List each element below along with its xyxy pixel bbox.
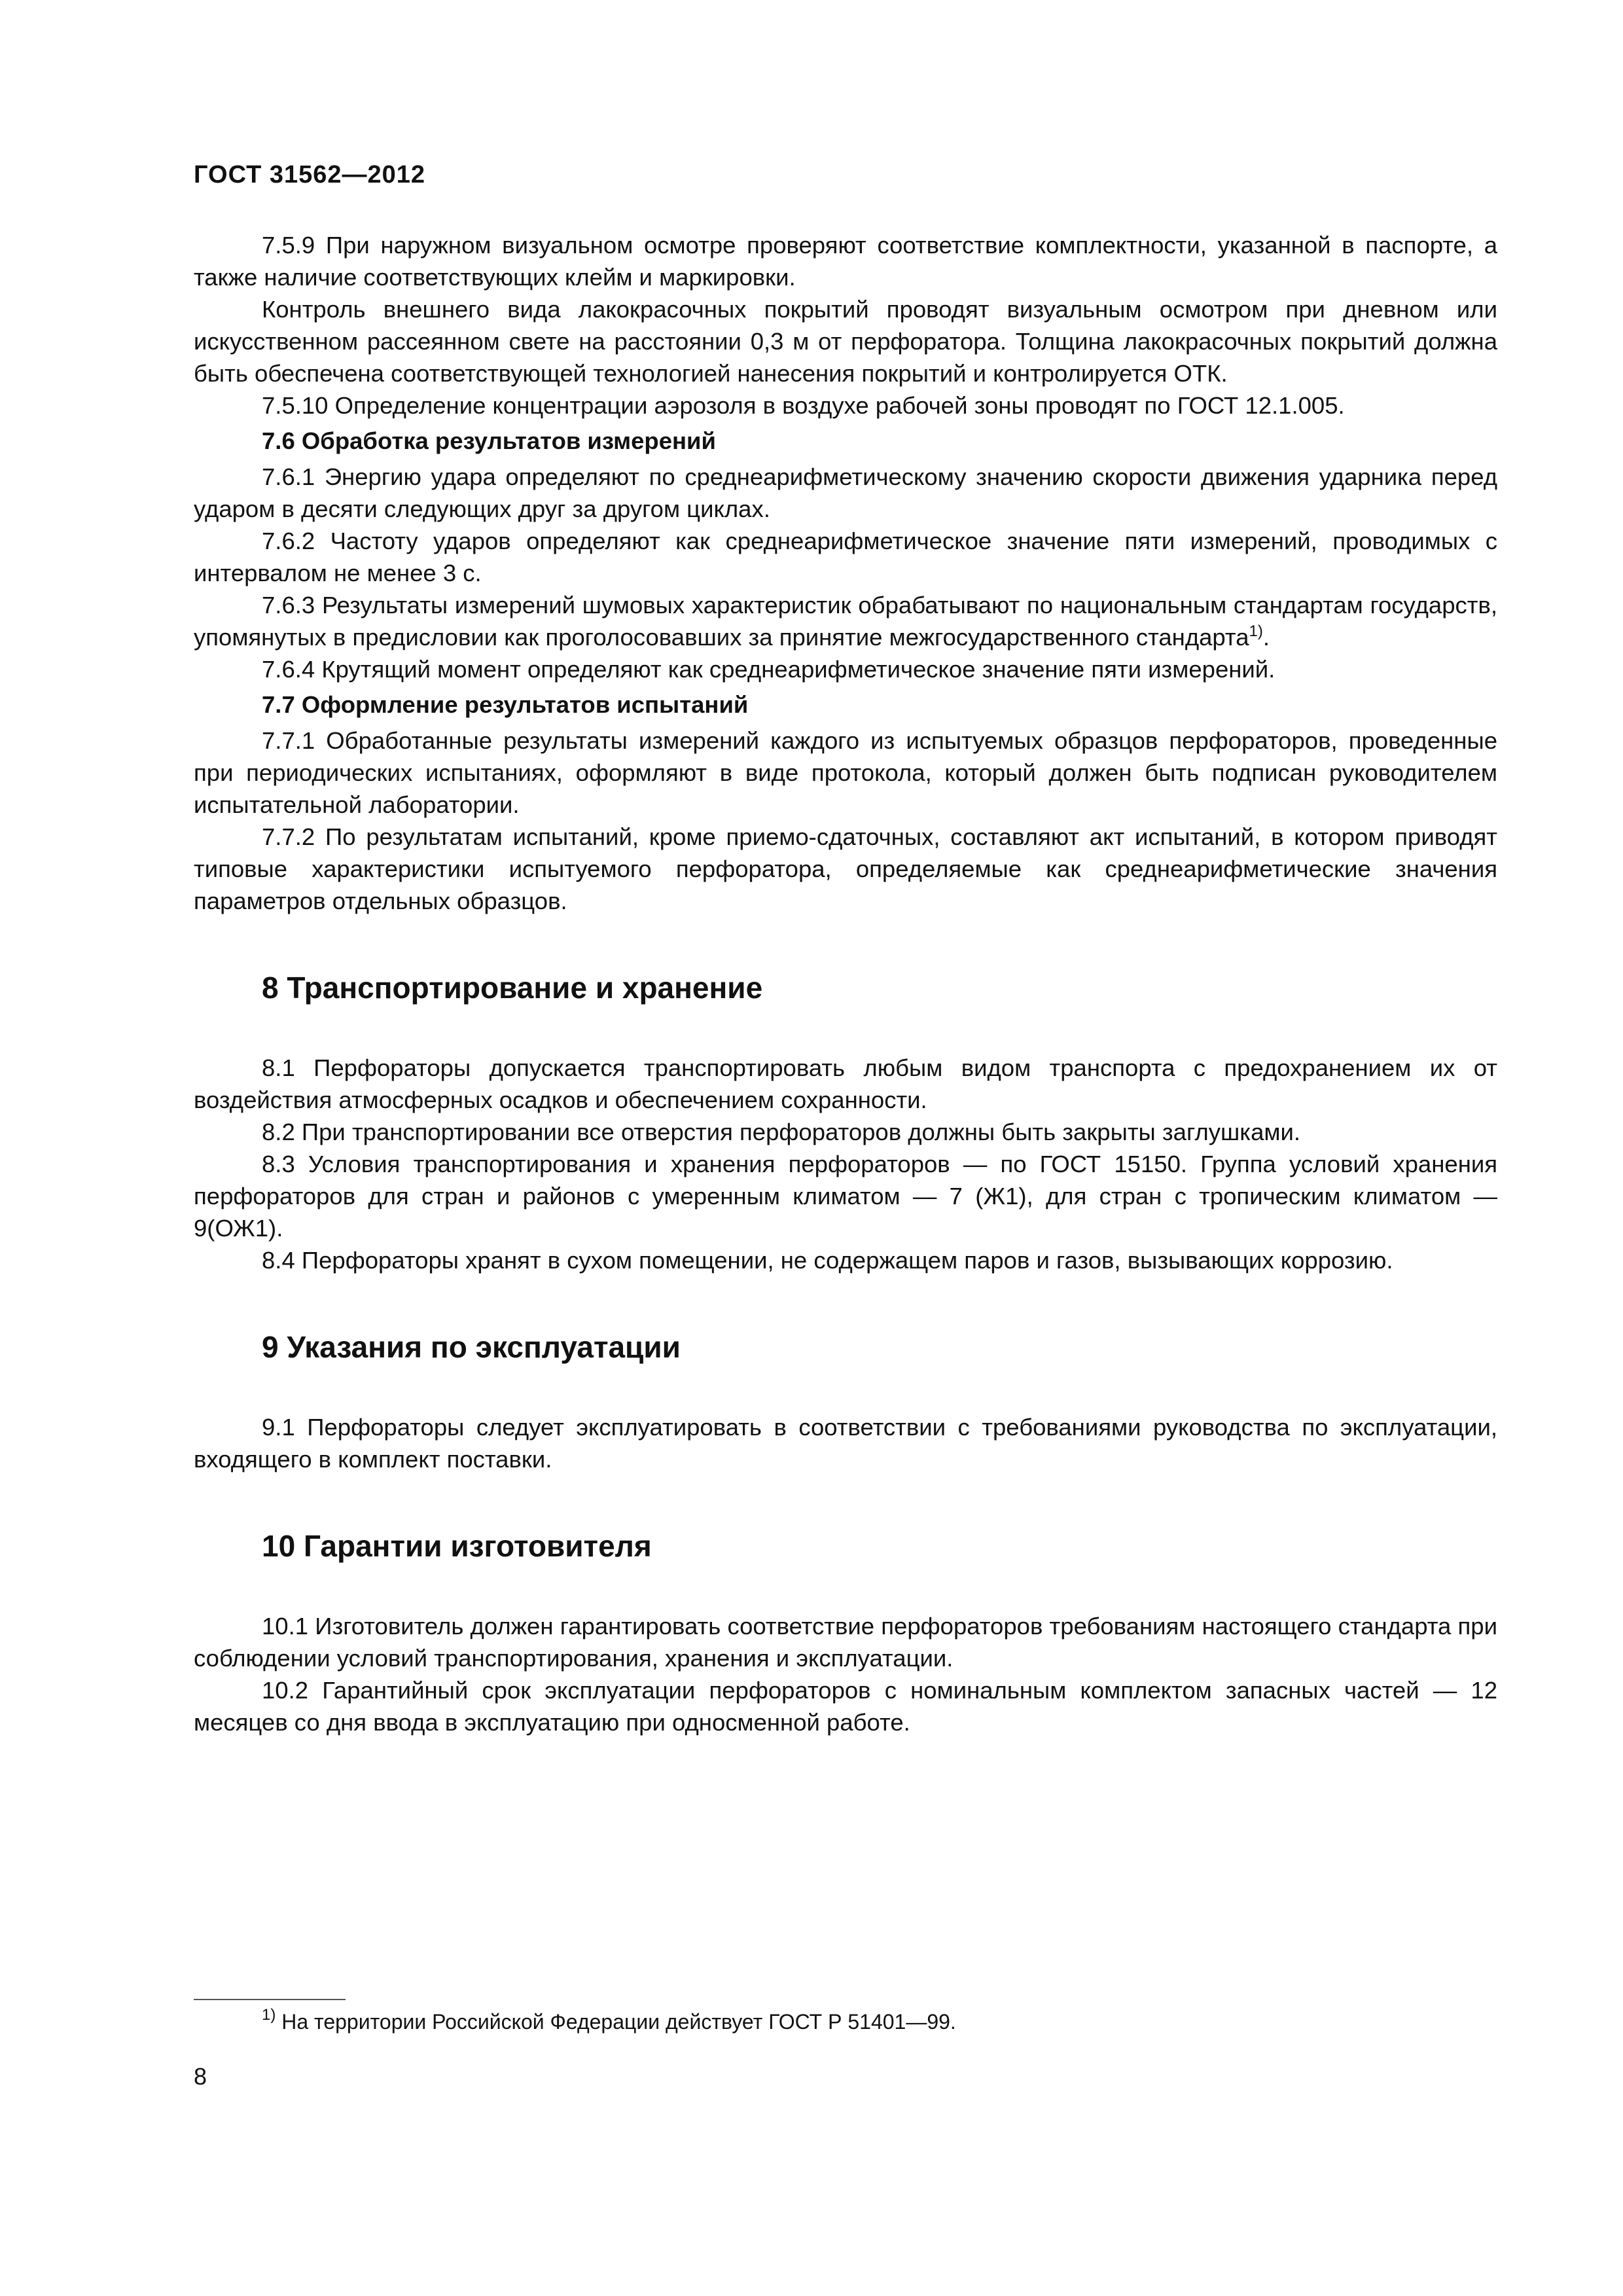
paragraph-10-2: 10.2 Гарантийный срок эксплуатации перфораторов с номинальным комплектом запасных частей — 12 месяцев со дня ввода в эксплуатацию при односменной работе.	[194, 1677, 1497, 1736]
section-heading-9: 9 Указания по эксплуатации	[262, 1330, 681, 1364]
document-body	[194, 229, 1497, 1738]
paragraph-8-4: 8.4 Перфораторы хранят в сухом помещении, не содержащем паров и газов, вызывающих коррозию.	[262, 1247, 1393, 1274]
paragraph-9-1: 9.1 Перфораторы следует эксплуатировать в соответствии с требованиями руководства по эксплуатации, входящего в комплект поставки.	[194, 1414, 1497, 1473]
footnote-marker: 1)	[262, 2006, 276, 2024]
page-number: 8	[194, 2063, 207, 2090]
paragraph-7-6-4: 7.6.4 Крутящий момент определяют как среднеарифметическое значение пяти измерений.	[262, 656, 1275, 683]
paragraph-8-2: 8.2 При транспортировании все отверстия перфораторов должны быть закрыты заглушками.	[262, 1119, 1301, 1145]
paragraph-7-5-10: 7.5.10 Определение концентрации аэрозоля в воздухе рабочей зоны проводят по ГОСТ 12.1.005.	[262, 392, 1345, 419]
paragraph-7-5-9: 7.5.9 При наружном визуальном осмотре проверяют соответствие комплектности, указанной в паспорте, а также наличие соответствующих клейм и маркировки.	[194, 232, 1497, 291]
footnote-reference: 1)	[1249, 622, 1263, 640]
paragraph-7-6-1: 7.6.1 Энергию удара определяют по среднеарифметическому значению скорости движения ударника перед ударом в десяти следующих друг за другом циклах.	[194, 463, 1497, 522]
paragraph-7-6-3-text: 7.6.3 Результаты измерений шумовых характеристик обрабатывают по национальным стандартам государств, упомянутых в предисловии как проголосовавших за принятие межгосударственного стандарта	[194, 592, 1497, 651]
section-heading-10: 10 Гарантии изготовителя	[262, 1529, 652, 1563]
footnote	[262, 2008, 956, 2036]
section-heading-8: 8 Транспортирование и хранение	[262, 971, 763, 1005]
paragraph-8-1: 8.1 Перфораторы допускается транспортировать любым видом транспорта с предохранением их от воздействия атмосферных осадков и обеспечением сохранности.	[194, 1054, 1497, 1113]
paragraph-7-6-3-end: .	[1262, 624, 1270, 651]
paragraph-7-6-2: 7.6.2 Частоту ударов определяют как среднеарифметическое значение пяти измерений, проводимых с интервалом не менее 3 с.	[194, 528, 1497, 586]
paragraph-7-5-9-control: Контроль внешнего вида лакокрасочных покрытий проводят визуальным осмотром при дневном или искусственном рассеянном свете на расстоянии 0,3 м от перфоратора. Толщина лакокрасочных покрытий должна быть обеспечена соответствующей технологией нанесения покрытий и контролируется ОТК.	[194, 296, 1497, 387]
paragraph-7-6-3	[194, 589, 1497, 653]
footnote-text: На территории Российской Федерации действует ГОСТ Р 51401—99.	[281, 2010, 956, 2034]
paragraph-8-3: 8.3 Условия транспортирования и хранения перфораторов — по ГОСТ 15150. Группа условий хранения перфораторов для стран и районов с умеренным климатом — 7 (Ж1), для стран с тропическим климатом — 9(ОЖ1).	[194, 1151, 1497, 1242]
footnote-divider	[194, 1999, 346, 2000]
paragraph-7-7-1: 7.7.1 Обработанные результаты измерений каждого из испытуемых образцов перфораторов, проведенные при периодических испытаниях, оформляют в виде протокола, который должен быть подписан руководителем испытательной лаборатории.	[194, 727, 1497, 818]
section-heading-7-6: 7.6 Обработка результатов измерений	[262, 427, 716, 454]
section-heading-7-7: 7.7 Оформление результатов испытаний	[262, 691, 749, 718]
document-header: ГОСТ 31562—2012	[194, 161, 426, 188]
paragraph-10-1: 10.1 Изготовитель должен гарантировать соответствие перфораторов требованиям настоящего стандарта при соблюдении условий транспортирования, хранения и эксплуатации.	[194, 1613, 1497, 1672]
paragraph-7-7-2: 7.7.2 По результатам испытаний, кроме приемо-сдаточных, составляют акт испытаний, в котором приводят типовые характеристики испытуемого перфоратора, определяемые как среднеарифметические значения параметров отдельных образцов.	[194, 823, 1497, 914]
